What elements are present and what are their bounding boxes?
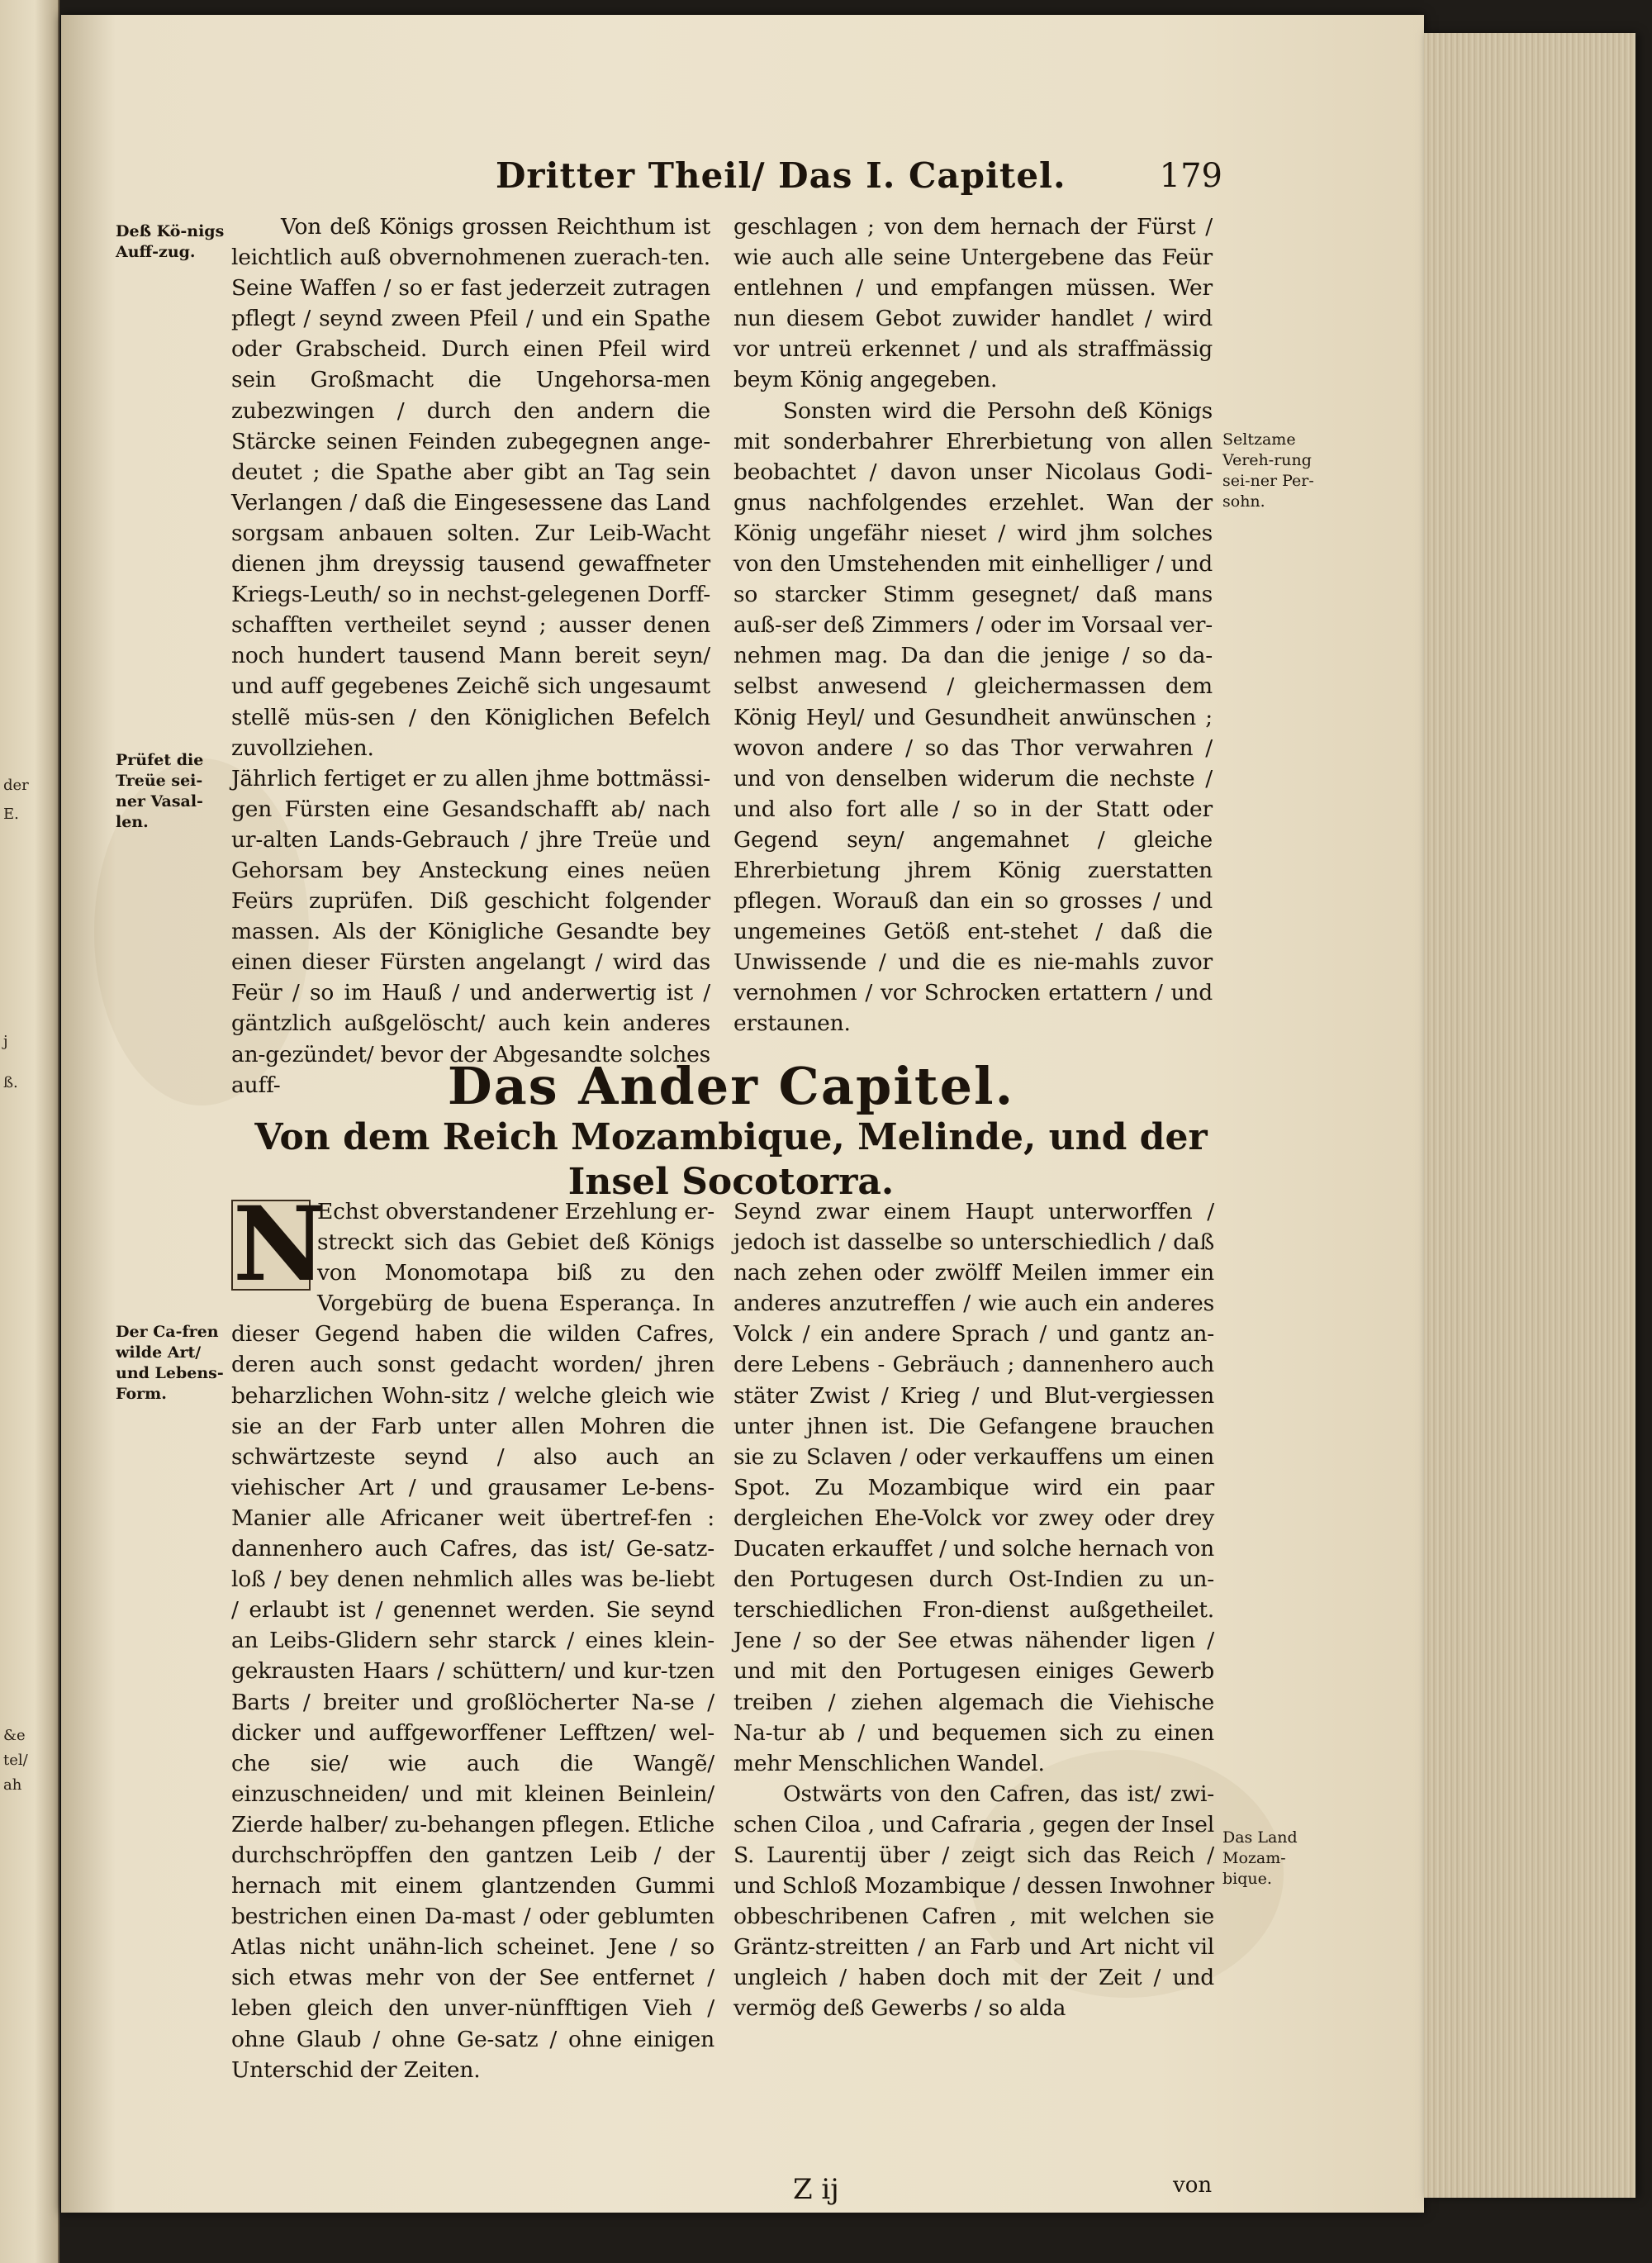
book-fore-edge — [1424, 33, 1635, 2198]
paragraph: Seynd zwar einem Haupt unterworffen / jedoch ist dasselbe so unterschiedlich / daß nach zehen oder zwölff Meilen immer ein anderes anzutreffen / wie auch ein anderes Volck / ein andere Sprach / und gantz an-dere Lebens - Gebräuch ; dannenhero auch stäter Zwist / Krieg / und Blut-vergiessen unter jhnen ist. Die Gefangene brauchen sie zu Sclaven / oder verkauffens um einen Spot. Zu Mozambique wird ein paar dergleichen Ehe-Volck vor zwey oder drey Ducaten erkauffet / und solche hernach von den Portugesen durch Ost-Indien zu un-terschiedlichen Fron-dienst außgetheilet. Jene / so der See etwas nähender ligen / und mit den Portugesen einiges Gewerb treiben / ziehen algemach die Viehische Na-tur ab / und bequemen sich zu einen mehr Menschlichen Wandel. — [733, 1199, 1214, 1776]
previous-page-edge — [0, 0, 59, 2263]
upper-right-column — [733, 212, 1213, 1039]
paragraph: Echst obverstandener Erzehlung er-streckt sich das Gebiet deß Königs von Monomotapa biß zu den Vorgebürg de buena Esperança. In dieser Gegend haben die wilden Cafres, deren auch sonst gedacht worden/ jhren beharzlichen Wohn-sitz / welche gleich wie sie an der Farb unter allen Mohren die schwärtzeste seynd / also auch an viehischer Art / und grausamer Le-bens-Manier alle Africaner weit übertref-fen : dannenhero auch Cafres, das ist/ Ge-satz-loß / bey denen nehmlich alles was be-liebt / erlaubt ist / genennet werden. Sie seynd an Leibs-Glidern sehr starck / eines klein-gekrausten Haars / schüttern/ und kur-tzen Barts / breiter und großlöcherter Na-se / dicker und auffgeworffener Lefftzen/ wel-che sie/ wie auch die Wangẽ/ einzuschneiden/ und mit kleinen Beinlein/ Zierde halber/ zu-behangen pflegen. Etliche durchschröpffen den gantzen Leib / der hernach mit einem glantzenden Gummi bestrichen einen Da-mast / oder geblumten Atlas nicht unähn-lich scheinet. Jene / so sich etwas mehr von der See entfernet / leben gleich den unver-nünfftigen Vieh / ohne Glaub / ohne Ge-satz / ohne einigen Unterschid der Zeiten. — [231, 1199, 714, 2083]
catchword: von — [1173, 2173, 1213, 2198]
lower-left-column — [231, 1185, 714, 2085]
chapter-heading — [248, 1058, 1214, 1205]
margin-note: Prüfet die Treüe sei-ner Vasal-len. — [116, 751, 204, 831]
margin-note: Deß Kö-nigs Auff-zug. — [116, 222, 225, 261]
prev-page-fragment: ß. — [3, 1074, 18, 1091]
paragraph: Von deß Königs grossen Reichthum ist leichtlich auß obvernohmenen zuerach-ten. Seine Waffen / so er fast jederzeit zutragen pflegt / seynd zween Pfeil / und ein Spathe oder Grabscheid. Durch einen Pfeil wird sein Großmacht die Ungehorsa-men zubezwingen / durch den andern die Stärcke seinen Feinden zubegegnen ange-deutet ; die Spathe aber gibt an Tag sein Verlangen / daß die Eingesessene das Land sorgsam anbauen solten. Zur Leib-Wacht dienen jhm dreyssig tausend gewaffneter Kriegs-Leuth/ so in nechst-gelegenen Dorff-schafften vertheilet seynd ; ausser denen noch hundert tausend Mann bereit seyn/ und auff gegebenes Zeichẽ sich ungesaumt stellẽ müs-sen / den Königlichen Befelch zuvollziehen. — [231, 214, 710, 761]
margin-note: Seltzame Vereh-rung sei-ner Per-sohn. — [1222, 430, 1314, 511]
prev-page-fragment: &e — [3, 1727, 26, 1744]
lower-right-column — [733, 1196, 1214, 2024]
margin-note: Das Land Mozam-bique. — [1222, 1828, 1298, 1888]
paragraph: Sonsten wird die Persohn deß Königs mit sonderbahrer Ehrerbietung von allen beobachtet / davon unser Nicolaus Godi-gnus nachfolgendes erzehlet. Wan der König ungefähr nieset / wird jhm solches von den Umstehenden mit einhelliger / und so starcker Stimm gesegnet/ daß mans auß-ser deß Zimmers / oder im Vorsaal ver-nehmen mag. Da dan die jenige / so da-selbst anwesend / gleichermassen dem König Heyl/ und Gesundheit anwünschen ; wovon andere / so das Thor verwahren / und von denselben widerum die nechste / und also fort alle / so in der Statt oder Gegend seyn/ angemahnet / gleiche Ehrerbietung jhrem König zuerstatten pflegen. Worauß dan ein so grosses / und ungemeines Getöß ent-stehet / daß die Unwissende / und die es nie-mahls zuvor vernohmen / vor Schrocken ertattern / und erstaunen. — [733, 397, 1213, 1037]
margin-note: Der Ca-fren wilde Art/ und Lebens-Form. — [116, 1323, 224, 1403]
signature-mark: Z ij — [793, 2173, 839, 2206]
chapter-title: Das Ander Capitel. — [447, 1056, 1015, 1116]
drop-cap: N — [233, 1185, 327, 1305]
paragraph: Ostwärts von den Cafren, das ist/ zwi-schen Ciloa , und Cafraria , gegen der Insel S. Laurentij über / zeigt sich das Reich / und Schloß Mozambique / dessen Inwohner obbeschribenen Cafren , mit welchen sie Gräntz-streitten / an Farb und Art nicht vil ungleich / haben doch mit der Zeit / und vermög deß Gewerbs / so alda — [733, 1780, 1214, 2022]
page-number: 179 — [1159, 157, 1222, 195]
chapter-subtitle: Von dem Reich Mozambique, Melinde, und der Insel Socotorra. — [254, 1116, 1208, 1203]
prev-page-fragment: ah — [3, 1776, 22, 1794]
upper-left-column — [231, 212, 710, 1101]
page-header — [430, 155, 1222, 213]
paragraph: geschlagen ; von dem hernach der Fürst / wie auch alle seine Untergebene das Feür entlehnen / und empfangen müssen. Wer nun diesem Gebot zuwider handlet / wird vor untreü erkennet / und als straffmässig beym König angegeben. — [733, 214, 1213, 393]
prev-page-fragment: E. — [3, 806, 19, 823]
paragraph: Jährlich fertiget er zu allen jhme bottmässi-gen Fürsten eine Gesandschafft ab/ nach ur-alten Lands-Gebrauch / jhre Treüe und Gehorsam bey Ansteckung eines neüen Feürs zuprüfen. Diß geschicht folgender massen. Als der Königliche Gesandte bey einen dieser Fürsten angelangt / wird das Feür / so im Hauß / und anderwertig ist / gäntzlich außgelöscht/ auch kein anderes an-gezündet/ bevor der Abgesandte solches auff- — [231, 765, 710, 1098]
running-title: Dritter Theil/ Das I. Capitel. — [496, 155, 1066, 196]
prev-page-fragment: tel/ — [3, 1752, 28, 1769]
prev-page-fragment: j — [3, 1033, 8, 1050]
prev-page-fragment: der — [3, 777, 29, 794]
